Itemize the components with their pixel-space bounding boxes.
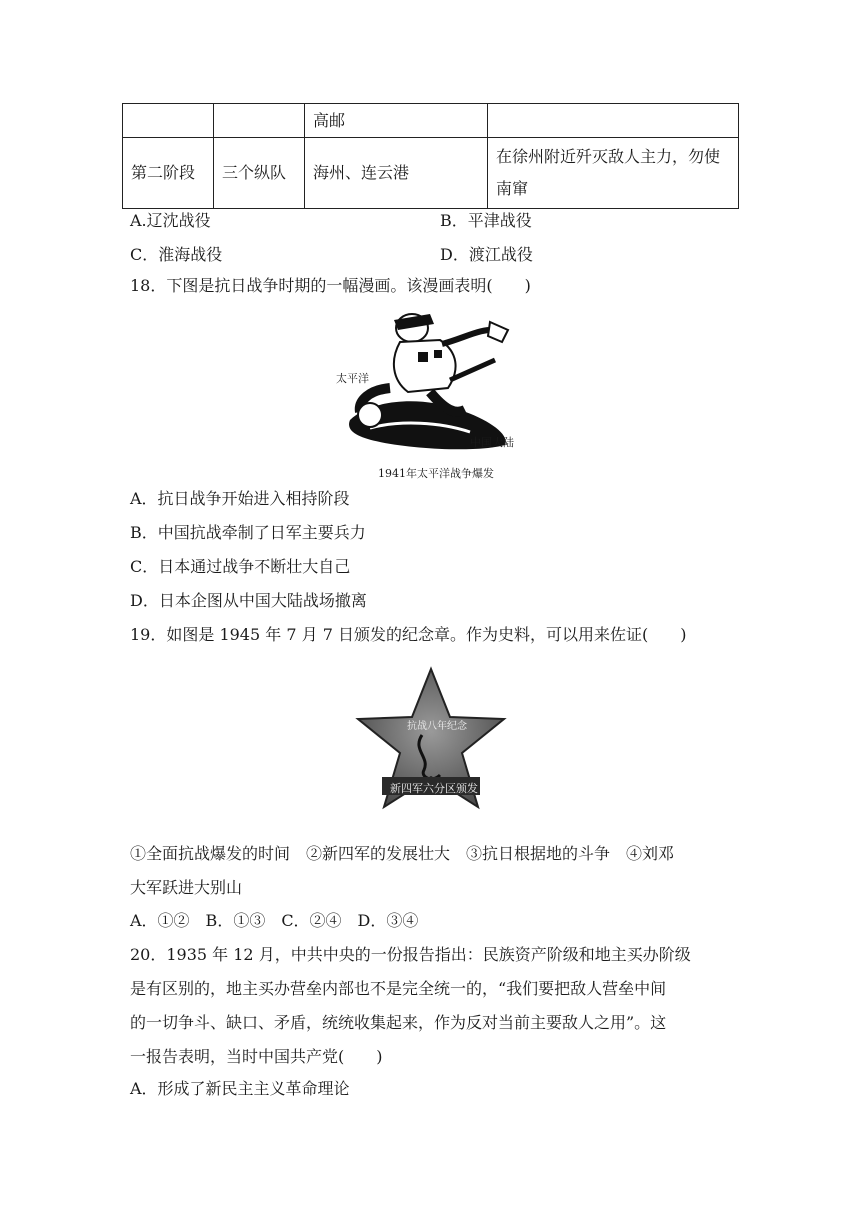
table-cell: [488, 104, 739, 138]
q19-statements-line2: 大军跃进大别山: [130, 878, 243, 897]
label-mainland: 中国大陆: [470, 436, 514, 449]
q18-option-b: B．中国抗战牵制了日军主要兵力: [130, 523, 366, 542]
table-cell: 海州、连云港: [305, 138, 488, 209]
badge-figure: [352, 665, 510, 815]
table-row: [123, 138, 739, 209]
q20-line3: 的一切争斗、缺口、矛盾，统统收集起来，作为反对当前主要敌人之用”。这: [130, 1013, 667, 1032]
q19-stem: 19．如图是 1945 年 7 月 7 日颁发的纪念章。作为史料，可以用来佐证( ): [130, 625, 687, 644]
q17-option-c: C．淮海战役: [130, 245, 223, 264]
q20-line2: 是有区别的，地主买办营垒内部也不是完全统一的，“我们要把敌人营垒中间: [130, 979, 667, 998]
badge-bottom-text: 新四军六分区颁发: [390, 782, 478, 795]
table-cell: 高邮: [305, 104, 488, 138]
table-cell: 在徐州附近歼灭敌人主力，勿使南窜: [488, 138, 739, 209]
q17-option-b: B．平津战役: [440, 211, 532, 230]
label-pacific: 太平洋: [336, 372, 369, 385]
q18-option-a: A．抗日战争开始进入相持阶段: [130, 489, 350, 508]
q18-option-c: C．日本通过战争不断壮大自己: [130, 557, 351, 576]
q19-options: A．①② B．①③ C．②④ D．③④: [130, 911, 419, 930]
cartoon-figure: [330, 300, 530, 485]
table-cell: 三个纵队: [214, 138, 305, 209]
cartoon-caption: 1941年太平洋战争爆发: [378, 467, 494, 480]
badge-top-text: 抗战八年纪念: [407, 721, 467, 732]
battle-table: [122, 103, 739, 209]
q20-option-a: A．形成了新民主主义革命理论: [130, 1079, 350, 1098]
q19-statements-line1: ①全面抗战爆发的时间 ②新四军的发展壮大 ③抗日根据地的斗争 ④刘邓: [130, 844, 675, 863]
q17-option-d: D．渡江战役: [440, 245, 533, 264]
q17-option-a: A.辽沈战役: [130, 211, 211, 230]
q20-line4: 一报告表明，当时中国共产党( ): [130, 1047, 383, 1066]
table-row: [123, 104, 739, 138]
q20-line1: 20．1935 年 12 月，中共中央的一份报告指出：民族资产阶级和地主买办阶级: [130, 945, 691, 964]
table-cell: 第二阶段: [123, 138, 214, 209]
q18-option-d: D．日本企图从中国大陆战场撤离: [130, 591, 367, 610]
table-cell: [123, 104, 214, 138]
table-cell: [214, 104, 305, 138]
q18-stem: 18．下图是抗日战争时期的一幅漫画。该漫画表明( ): [130, 276, 531, 295]
